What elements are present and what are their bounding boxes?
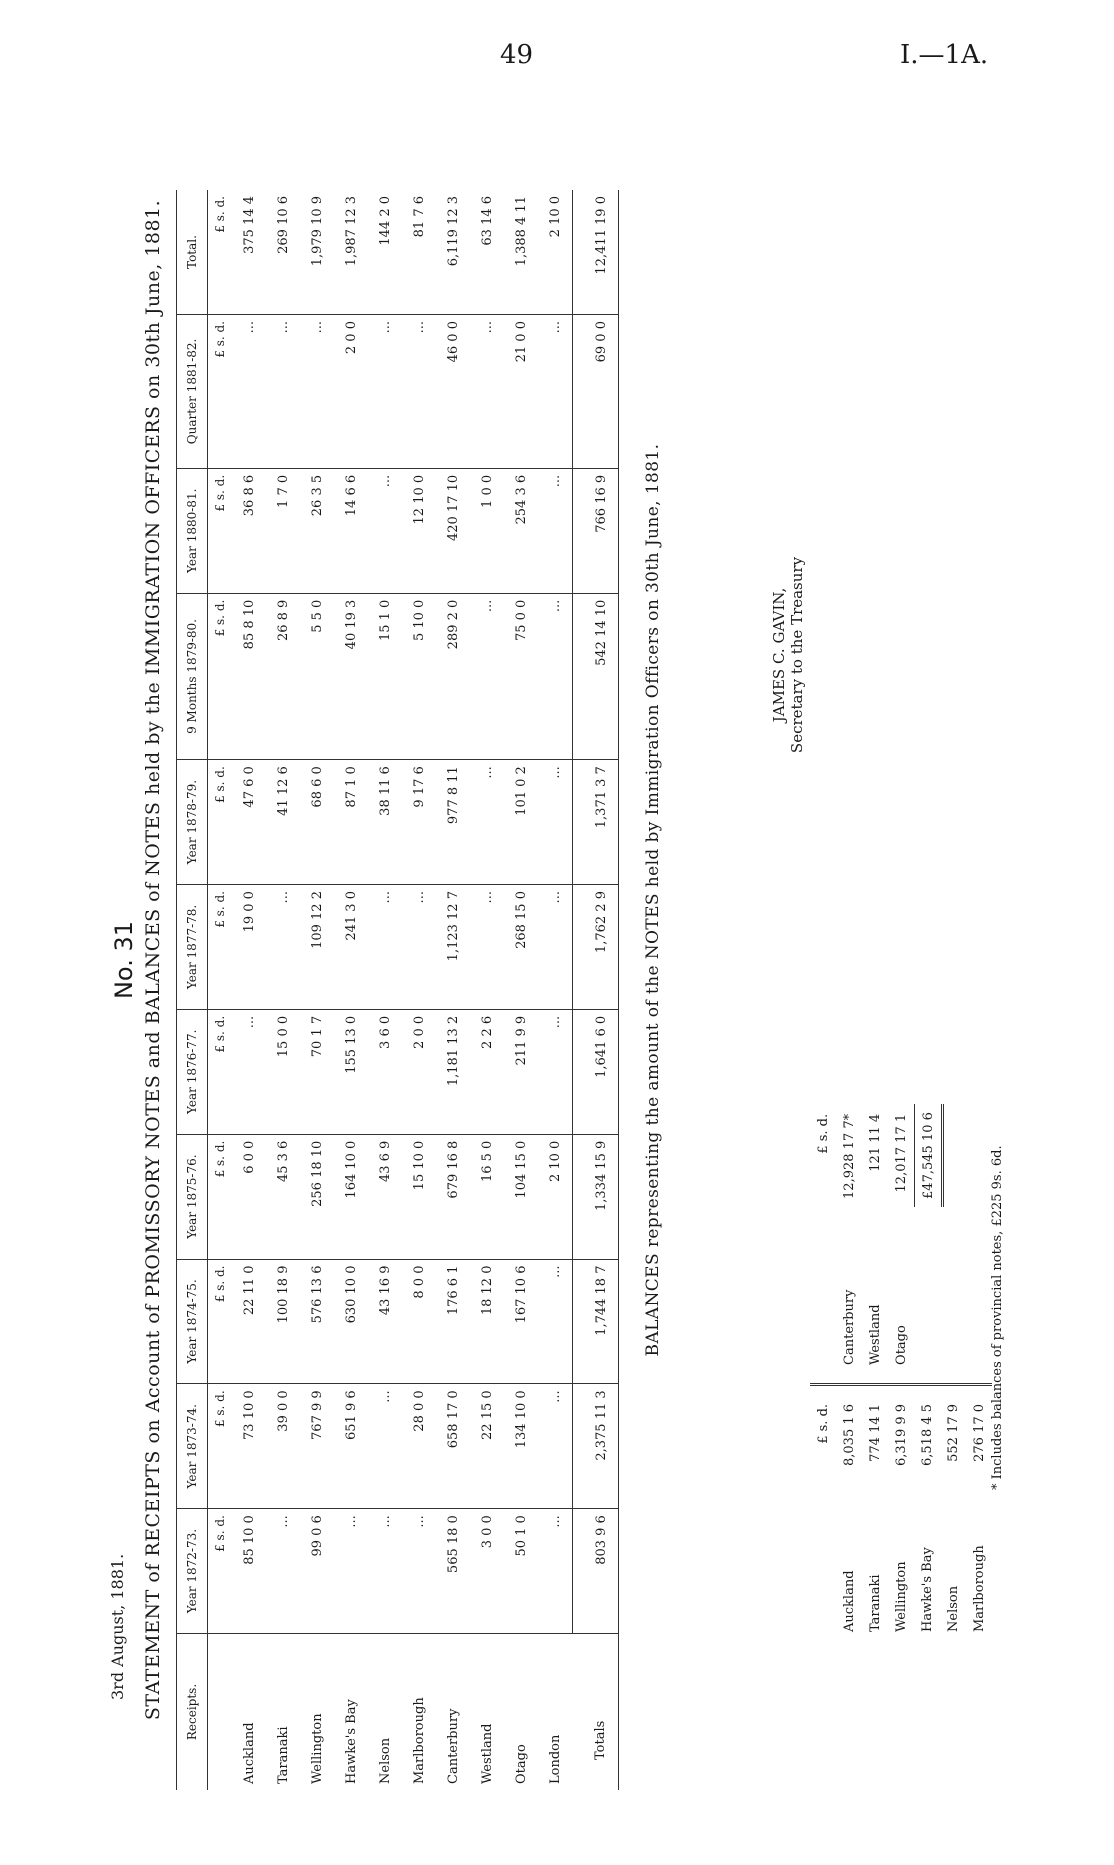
table-cell: 420 17 10 (436, 468, 470, 593)
balance-label: Wellington (893, 1561, 909, 1632)
receipts-header-row (177, 190, 208, 1790)
table-cell: 26 8 9 (266, 593, 300, 760)
table-cell: 1 0 0 (470, 468, 504, 593)
rotated-page-content (110, 130, 1030, 1790)
table-row (368, 190, 402, 1790)
table-cell: ... (538, 1509, 573, 1634)
table-cell: 87 1 0 (334, 760, 368, 885)
grand-total: £47,545 10 6 (915, 1104, 943, 1207)
page-number: 49 (500, 40, 534, 70)
table-cell: 101 0 2 (504, 760, 538, 885)
table-cell: 3 0 0 (470, 1509, 504, 1634)
units-label: £ s. d. (208, 315, 233, 469)
balance-label: Auckland (841, 1570, 857, 1632)
total-cell: 2,375 11 3 (573, 1384, 619, 1509)
table-cell: 15 0 0 (266, 1009, 300, 1134)
units-label: £ s. d. (208, 468, 233, 593)
balances-right (810, 1104, 992, 1383)
units-label: £ s. d. (208, 1509, 233, 1634)
table-cell: 46 0 0 (436, 315, 470, 469)
receipts-table (176, 190, 619, 1790)
units-label: £ s. d. (815, 1403, 831, 1444)
table-cell: ... (368, 315, 402, 469)
grand-total-row (915, 1104, 943, 1373)
balance-label: Marlborough (971, 1545, 987, 1632)
table-cell: ... (300, 315, 334, 469)
column-header: Quarter 1881-82. (177, 315, 208, 469)
signature-title: Secretary to the Treasury (788, 556, 806, 754)
units-label: £ s. d. (208, 1259, 233, 1384)
table-cell: ... (470, 760, 504, 885)
row-label: Otago (513, 1744, 529, 1784)
table-cell: ... (402, 885, 436, 1010)
table-cell: 99 0 6 (300, 1509, 334, 1634)
table-cell: 2 0 0 (402, 1009, 436, 1134)
table-cell: 679 16 8 (436, 1134, 470, 1259)
total-cell: 803 9 6 (573, 1509, 619, 1634)
table-cell: 1 7 0 (266, 468, 300, 593)
balance-label: Westland (867, 1304, 883, 1365)
table-cell: ... (266, 315, 300, 469)
table-cell: 651 9 6 (334, 1384, 368, 1509)
total-cell: 12,411 19 0 (573, 190, 619, 315)
total-cell: 766 16 9 (573, 468, 619, 593)
table-cell: 73 10 0 (232, 1384, 266, 1509)
table-cell: 289 2 0 (436, 593, 470, 760)
units-label: £ s. d. (208, 593, 233, 760)
table-cell: ... (538, 760, 573, 885)
total-cell: 1,744 18 7 (573, 1259, 619, 1384)
table-cell: 155 13 0 (334, 1009, 368, 1134)
document-title: STATEMENT of RECEIPTS on Account of PROMISSORY NOTES and BALANCES of NOTES held by the IMMIGRATION OFFICERS on 30th June, 1881. (142, 199, 164, 1721)
balances-left-table (810, 1396, 992, 1640)
row-label: Westland (479, 1723, 495, 1784)
table-cell: 565 18 0 (436, 1509, 470, 1634)
balance-label: Canterbury (841, 1289, 857, 1365)
table-cell: 104 15 0 (504, 1134, 538, 1259)
table-cell: 43 6 9 (368, 1134, 402, 1259)
table-cell: 12 10 0 (402, 468, 436, 593)
table-cell: 21 0 0 (504, 315, 538, 469)
table-cell: 41 12 6 (266, 760, 300, 885)
column-header: Year 1878-79. (177, 760, 208, 885)
table-row (334, 190, 368, 1790)
column-header: Year 1872-73. (177, 1509, 208, 1634)
table-cell: 100 18 9 (266, 1259, 300, 1384)
table-cell: 45 3 6 (266, 1134, 300, 1259)
table-row (504, 190, 538, 1790)
row-label: Marlborough (411, 1697, 427, 1784)
table-cell: 36 8 6 (232, 468, 266, 593)
table-row (232, 190, 266, 1790)
table-cell: ... (538, 1384, 573, 1509)
table-cell: 28 0 0 (402, 1384, 436, 1509)
balance-row (888, 1396, 914, 1640)
table-row (436, 190, 470, 1790)
total-cell: 1,334 15 9 (573, 1134, 619, 1259)
table-row (300, 190, 334, 1790)
balance-row (862, 1396, 888, 1640)
column-header: Year 1877-78. (177, 885, 208, 1010)
balance-amount: 6,518 4 5 (919, 1403, 935, 1466)
balance-amount: 552 17 9 (945, 1403, 961, 1462)
table-cell: 39 0 0 (266, 1384, 300, 1509)
table-cell: 18 12 0 (470, 1259, 504, 1384)
table-cell: 256 18 10 (300, 1134, 334, 1259)
table-cell: 1,979 10 9 (300, 190, 334, 315)
table-cell: ... (538, 315, 573, 469)
units-label: £ s. d. (208, 190, 233, 315)
table-cell: ... (470, 593, 504, 760)
table-cell: 47 6 0 (232, 760, 266, 885)
row-label: Wellington (309, 1713, 325, 1784)
balances-units-row (810, 1396, 836, 1640)
table-cell: 8 0 0 (402, 1259, 436, 1384)
table-cell: ... (266, 885, 300, 1010)
balance-amount: 8,035 1 6 (841, 1403, 857, 1466)
total-cell: 69 0 0 (573, 315, 619, 469)
table-cell: 164 10 0 (334, 1134, 368, 1259)
table-cell: 2 10 0 (538, 1134, 573, 1259)
column-header: Year 1875-76. (177, 1134, 208, 1259)
table-cell: 85 10 0 (232, 1509, 266, 1634)
column-header: 9 Months 1879-80. (177, 593, 208, 760)
units-row (208, 190, 233, 1790)
table-cell: 211 9 9 (504, 1009, 538, 1134)
table-cell: ... (232, 315, 266, 469)
row-label: Auckland (241, 1722, 257, 1784)
signature-block (770, 505, 810, 805)
table-cell: ... (232, 1009, 266, 1134)
table-cell: 254 3 6 (504, 468, 538, 593)
balances-title: BALANCES representing the amount of the NOTES held by Immigration Officers on 30th June, 1881. (643, 443, 663, 1357)
balances-units-row (810, 1106, 836, 1373)
table-cell: 241 3 0 (334, 885, 368, 1010)
table-cell: 40 19 3 (334, 593, 368, 760)
total-cell: 1,371 3 7 (573, 760, 619, 885)
balance-row (836, 1396, 862, 1640)
units-label: £ s. d. (208, 885, 233, 1010)
grand-total-table (914, 1104, 944, 1373)
footnote: * Includes balances of provincial notes, £225 9s. 6d. (990, 1145, 1005, 1490)
column-header: Year 1876-77. (177, 1009, 208, 1134)
balance-row (966, 1396, 992, 1640)
table-cell: 176 6 1 (436, 1259, 470, 1384)
table-cell: 1,388 4 11 (504, 190, 538, 315)
table-cell: ... (368, 1509, 402, 1634)
table-cell: 2 0 0 (334, 315, 368, 469)
table-row (266, 190, 300, 1790)
table-cell: ... (368, 468, 402, 593)
total-cell: 1,641 6 0 (573, 1009, 619, 1134)
units-label: £ s. d. (208, 1384, 233, 1509)
table-cell: 9 17 6 (402, 760, 436, 885)
units-label: £ s. d. (208, 760, 233, 885)
balance-label: Hawke's Bay (919, 1547, 935, 1632)
table-cell: ... (538, 885, 573, 1010)
balance-row (862, 1106, 888, 1373)
row-label: London (547, 1734, 563, 1784)
table-cell: 3 6 0 (368, 1009, 402, 1134)
table-cell: 50 1 0 (504, 1509, 538, 1634)
table-cell: 375 14 4 (232, 190, 266, 315)
table-cell: 85 8 10 (232, 593, 266, 760)
balance-amount: 276 17 0 (971, 1403, 987, 1462)
table-cell: 658 17 0 (436, 1384, 470, 1509)
balance-row (836, 1106, 862, 1373)
table-cell: ... (368, 885, 402, 1010)
column-header: Year 1880-81. (177, 468, 208, 593)
table-cell: 70 1 7 (300, 1009, 334, 1134)
table-cell: 630 10 0 (334, 1259, 368, 1384)
balance-amount: 6,319 9 9 (893, 1403, 909, 1466)
table-cell: 576 13 6 (300, 1259, 334, 1384)
row-label: Hawke's Bay (343, 1699, 359, 1784)
table-cell: 15 10 0 (402, 1134, 436, 1259)
table-cell: ... (538, 1009, 573, 1134)
table-cell: 6 0 0 (232, 1134, 266, 1259)
balance-amount: 12,017 17 1 (893, 1113, 909, 1193)
column-header: Year 1874-75. (177, 1259, 208, 1384)
table-cell: ... (470, 885, 504, 1010)
column-header: Total. (177, 190, 208, 315)
balances-section (810, 640, 992, 1640)
units-label: £ s. d. (208, 1009, 233, 1134)
balances-left (810, 1383, 992, 1640)
table-row (538, 190, 573, 1790)
table-cell: ... (538, 468, 573, 593)
table-cell: ... (266, 1509, 300, 1634)
balance-amount: 121 11 4 (867, 1113, 883, 1172)
totals-label: Totals (573, 1634, 619, 1791)
total-cell: 1,762 2 9 (573, 885, 619, 1010)
balance-row (914, 1396, 940, 1640)
table-cell: 14 6 6 (334, 468, 368, 593)
table-cell: 5 5 0 (300, 593, 334, 760)
table-cell: 767 9 9 (300, 1384, 334, 1509)
table-cell: ... (538, 1259, 573, 1384)
table-cell: 19 0 0 (232, 885, 266, 1010)
table-cell: 38 11 6 (368, 760, 402, 885)
table-cell: 6,119 12 3 (436, 190, 470, 315)
balance-amount: 774 14 1 (867, 1403, 883, 1462)
balance-row (940, 1396, 966, 1640)
table-cell: 2 2 6 (470, 1009, 504, 1134)
table-cell: 1,987 12 3 (334, 190, 368, 315)
table-cell: 22 11 0 (232, 1259, 266, 1384)
table-cell: 15 1 0 (368, 593, 402, 760)
column-header: Receipts. (177, 1634, 208, 1791)
table-cell: ... (538, 593, 573, 760)
balance-row (888, 1106, 914, 1373)
balances-right-table (810, 1106, 914, 1373)
table-cell: 144 2 0 (368, 190, 402, 315)
table-cell: 167 10 6 (504, 1259, 538, 1384)
table-cell: 2 10 0 (538, 190, 573, 315)
table-cell: ... (368, 1384, 402, 1509)
balance-label: Nelson (945, 1585, 961, 1632)
table-cell: 109 12 2 (300, 885, 334, 1010)
document-date: 3rd August, 1881. (108, 1553, 127, 1700)
table-cell: 268 15 0 (504, 885, 538, 1010)
total-cell: 542 14 10 (573, 593, 619, 760)
table-cell: 63 14 6 (470, 190, 504, 315)
table-cell: 269 10 6 (266, 190, 300, 315)
balance-label: Otago (893, 1325, 909, 1365)
table-cell: 134 10 0 (504, 1384, 538, 1509)
column-header: Year 1873-74. (177, 1384, 208, 1509)
table-cell: 81 7 6 (402, 190, 436, 315)
table-cell: ... (334, 1509, 368, 1634)
row-label: Canterbury (445, 1708, 461, 1784)
signature-name: JAMES C. GAVIN, (770, 587, 788, 723)
table-cell: 5 10 0 (402, 593, 436, 760)
row-label: Taranaki (275, 1726, 291, 1784)
units-label: £ s. d. (208, 1134, 233, 1259)
balance-label: Taranaki (867, 1574, 883, 1632)
units-label: £ s. d. (815, 1113, 831, 1154)
table-cell: 43 16 9 (368, 1259, 402, 1384)
table-row (470, 190, 504, 1790)
totals-row (573, 190, 619, 1790)
table-cell: 26 3 5 (300, 468, 334, 593)
table-cell: 1,181 13 2 (436, 1009, 470, 1134)
table-cell: ... (402, 315, 436, 469)
table-cell: 75 0 0 (504, 593, 538, 760)
balance-amount: 12,928 17 7* (841, 1113, 857, 1199)
table-row (402, 190, 436, 1790)
document-number: No. 31 (110, 921, 138, 1000)
table-cell: ... (402, 1509, 436, 1634)
table-cell: 68 6 0 (300, 760, 334, 885)
row-label: Nelson (377, 1737, 393, 1784)
document-reference: I.—1A. (900, 40, 989, 70)
receipts-body (208, 190, 619, 1790)
table-cell: 977 8 11 (436, 760, 470, 885)
table-cell: 16 5 0 (470, 1134, 504, 1259)
table-cell: ... (470, 315, 504, 469)
table-cell: 1,123 12 7 (436, 885, 470, 1010)
table-cell: 22 15 0 (470, 1384, 504, 1509)
